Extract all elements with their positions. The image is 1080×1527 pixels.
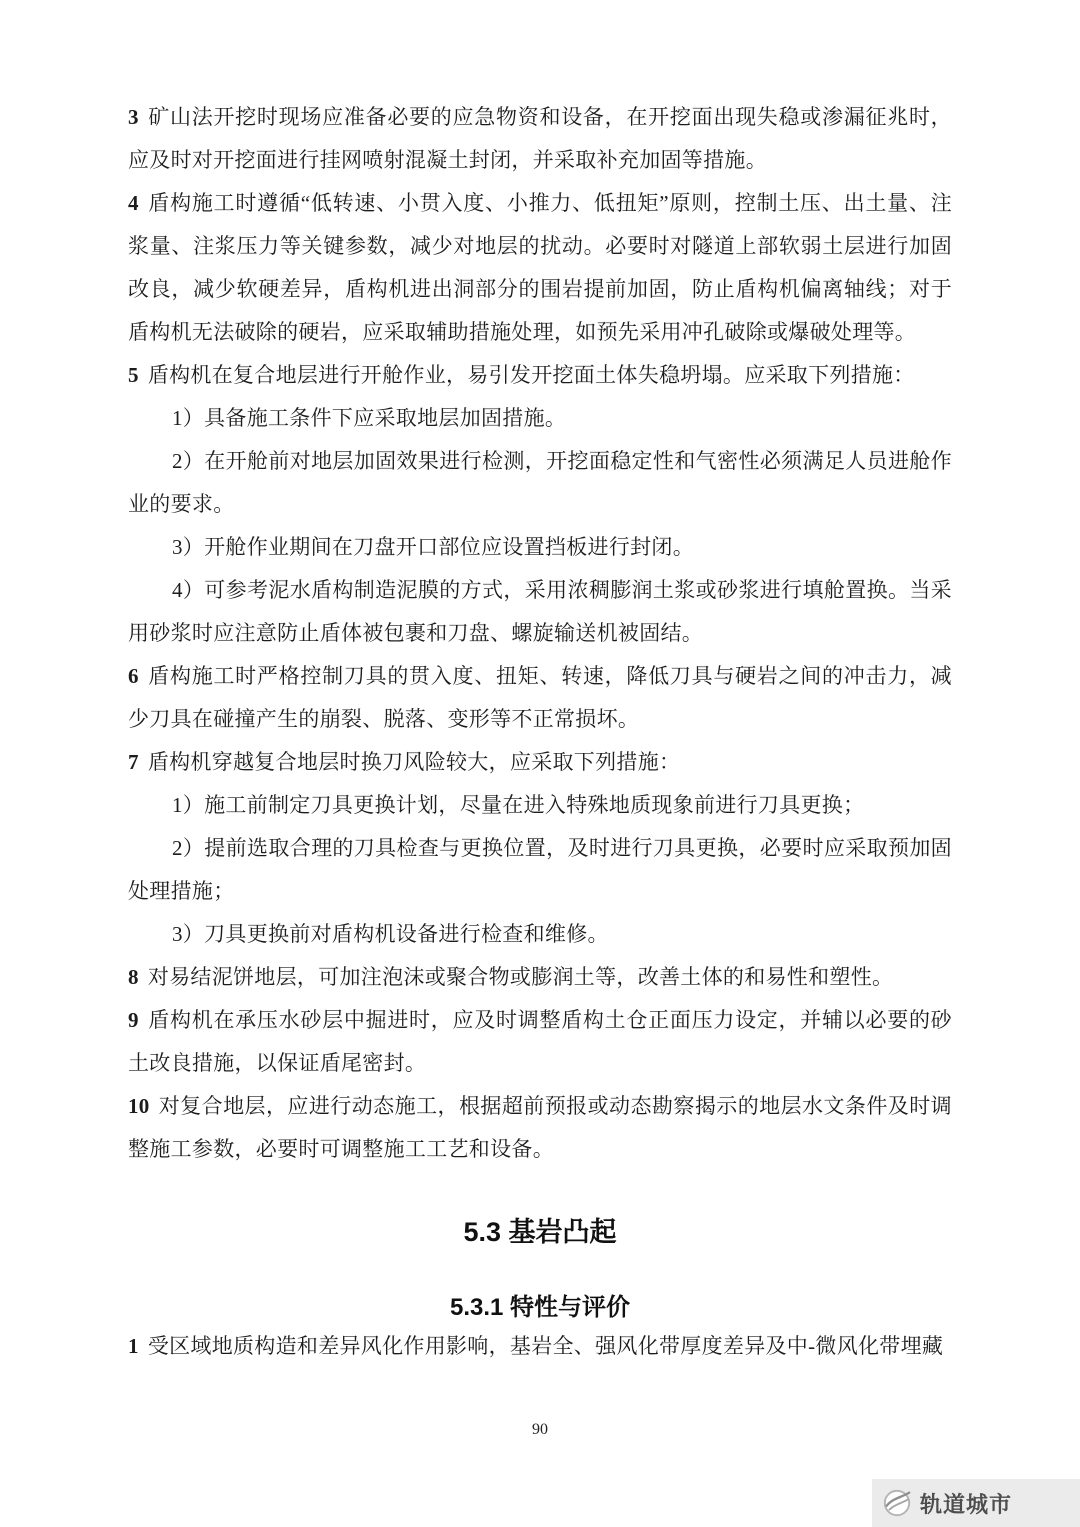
watermark [872, 1479, 1080, 1527]
paragraph [128, 741, 952, 784]
paragraph-text: 盾构施工时严格控制刀具的贯入度、扭矩、转速，降低刀具与硬岩之间的冲击力，减少刀具在碰撞产生的崩裂、脱落、变形等不正常损坏。 [128, 664, 952, 731]
paragraph-number: 4 [128, 191, 139, 215]
paragraph-text: 盾构施工时遵循“低转速、小贯入度、小推力、低扭矩”原则，控制土压、出土量、注浆量、注浆压力等关键参数，减少对地层的扰动。必要时对隧道上部软弱土层进行加固改良，减少软硬差异，盾构机进出洞部分的围岩提前加固，防止盾构机偏离轴线；对于盾构机无法破除的硬岩，应采取辅助措施处理，如预先采用冲孔破除或爆破处理等。 [128, 191, 952, 344]
paragraph-number: 3 [128, 105, 139, 129]
paragraph [128, 956, 952, 999]
paragraph [128, 354, 952, 397]
paragraph-text: 受区域地质构造和差异风化作用影响，基岩全、强风化带厚度差异及中-微风化带埋藏 [147, 1334, 944, 1358]
paragraph [128, 1085, 952, 1171]
paragraph-number: 10 [128, 1094, 150, 1118]
paragraph [128, 182, 952, 354]
paragraph-number: 1 [128, 1334, 139, 1358]
paragraph-number: 5 [128, 363, 139, 387]
watermark-logo-icon [882, 1488, 912, 1518]
paragraph [128, 1325, 952, 1368]
paragraph [128, 96, 952, 182]
watermark-label: 轨道城市 [920, 1491, 1013, 1517]
paragraph [128, 655, 952, 741]
list-item: 1）施工前制定刀具更换计划，尽量在进入特殊地质现象前进行刀具更换； [172, 793, 865, 817]
paragraph-text: 对复合地层，应进行动态施工，根据超前预报或动态勘察揭示的地层水文条件及时调整施工参数，必要时可调整施工工艺和设备。 [128, 1094, 952, 1161]
paragraph-text: 对易结泥饼地层，可加注泡沫或聚合物或膨润土等，改善土体的和易性和塑性。 [147, 965, 894, 989]
paragraph-number: 7 [128, 750, 139, 774]
paragraph-number: 6 [128, 664, 139, 688]
paragraph-text: 矿山法开挖时现场应准备必要的应急物资和设备，在开挖面出现失稳或渗漏征兆时，应及时对开挖面进行挂网喷射混凝土封闭，并采取补充加固等措施。 [128, 105, 952, 172]
list-item: 2）提前选取合理的刀具检查与更换位置，及时进行刀具更换，必要时应采取预加固处理措施； [128, 836, 952, 903]
paragraph-text: 盾构机穿越复合地层时换刀风险较大，应采取下列措施： [147, 750, 681, 774]
list-item: 4）可参考泥水盾构制造泥膜的方式，采用浓稠膨润土浆或砂浆进行填舱置换。当采用砂浆时应注意防止盾体被包裹和刀盘、螺旋输送机被固结。 [128, 578, 952, 645]
list-item: 2）在开舱前对地层加固效果进行检测，开挖面稳定性和气密性必须满足人员进舱作业的要求。 [128, 449, 952, 516]
paragraph-text: 盾构机在承压水砂层中掘进时，应及时调整盾构土仓正面压力设定，并辅以必要的砂土改良措施，以保证盾尾密封。 [128, 1008, 952, 1075]
paragraph [128, 999, 952, 1085]
list-item: 3）开舱作业期间在刀盘开口部位应设置挡板进行封闭。 [172, 535, 694, 559]
paragraph-number: 9 [128, 1008, 139, 1032]
list-item: 3）刀具更换前对盾构机设备进行检查和维修。 [172, 922, 609, 946]
paragraph-number: 8 [128, 965, 139, 989]
paragraph-text: 盾构机在复合地层进行开舱作业，易引发开挖面土体失稳坍塌。应采取下列措施： [147, 363, 915, 387]
page-number: 90 [532, 1421, 548, 1438]
list-item: 1）具备施工条件下应采取地层加固措施。 [172, 406, 567, 430]
subsection-heading: 5.3.1 特性与评价 [449, 1294, 631, 1321]
section-heading: 5.3 基岩凸起 [463, 1217, 617, 1247]
